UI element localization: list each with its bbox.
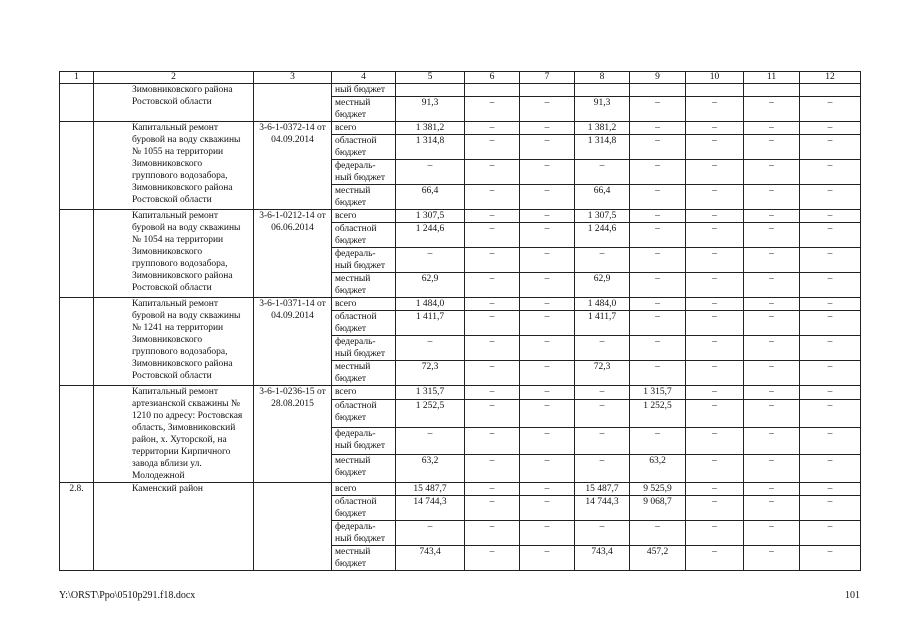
value-cell: –: [686, 483, 744, 496]
budget-type: всего: [332, 386, 396, 400]
value-cell: –: [686, 210, 744, 223]
value-cell: 72,3: [396, 361, 465, 386]
value-cell: –: [520, 122, 575, 135]
value-cell: 457,2: [630, 546, 686, 571]
object-code: [254, 483, 332, 571]
value-cell: –: [575, 336, 630, 361]
budget-type: местный бюджет: [332, 361, 396, 386]
value-cell: –: [465, 386, 520, 400]
value-cell: –: [520, 160, 575, 185]
header-cell: 3: [254, 72, 332, 84]
value-cell: –: [744, 546, 800, 571]
value-cell: –: [686, 400, 744, 428]
item-number: [60, 84, 94, 122]
value-cell: –: [800, 160, 861, 185]
value-cell: –: [630, 210, 686, 223]
value-cell: –: [686, 135, 744, 160]
value-cell: 1 411,7: [575, 311, 630, 336]
value-cell: –: [800, 546, 861, 571]
value-cell: [630, 84, 686, 97]
value-cell: –: [520, 223, 575, 248]
value-cell: –: [686, 273, 744, 298]
value-cell: [520, 84, 575, 97]
value-cell: –: [520, 483, 575, 496]
value-cell: –: [465, 248, 520, 273]
table-row: [60, 210, 861, 223]
value-cell: –: [686, 185, 744, 210]
value-cell: –: [465, 311, 520, 336]
item-number: 2.8.: [60, 483, 94, 571]
budget-type: областной бюджет: [332, 496, 396, 521]
value-cell: –: [744, 248, 800, 273]
value-cell: [575, 84, 630, 97]
value-cell: –: [686, 336, 744, 361]
value-cell: –: [520, 135, 575, 160]
budget-type: областной бюджет: [332, 400, 396, 428]
footer-page-number: 101: [845, 590, 860, 601]
value-cell: –: [686, 521, 744, 546]
value-cell: 1 314,8: [575, 135, 630, 160]
value-cell: –: [396, 160, 465, 185]
value-cell: –: [744, 496, 800, 521]
value-cell: –: [686, 248, 744, 273]
value-cell: –: [630, 248, 686, 273]
value-cell: –: [465, 223, 520, 248]
value-cell: 1 307,5: [575, 210, 630, 223]
value-cell: –: [465, 122, 520, 135]
header-cell: 12: [800, 72, 861, 84]
footer-file-path: Y:\ORST\Ppo\0510p291.f18.docx: [59, 590, 196, 601]
value-cell: –: [800, 455, 861, 483]
value-cell: 91,3: [575, 97, 630, 122]
value-cell: –: [686, 311, 744, 336]
value-cell: –: [465, 298, 520, 311]
item-number: [60, 210, 94, 298]
value-cell: –: [744, 97, 800, 122]
value-cell: 1 314,8: [396, 135, 465, 160]
value-cell: –: [800, 223, 861, 248]
value-cell: –: [744, 298, 800, 311]
object-code: 3-6-1-0212-14 от 06.06.2014: [254, 210, 332, 298]
value-cell: 62,9: [575, 273, 630, 298]
value-cell: 14 744,3: [575, 496, 630, 521]
object-name: Капитальный ремонт буровой на воду скважины № 1054 на территории Зимовниковского группового водозабора, Зимовниковского района Ростовской области: [94, 210, 254, 298]
value-cell: –: [630, 185, 686, 210]
budget-type: местный бюджет: [332, 546, 396, 571]
object-name: Капитальный ремонт буровой на воду скважины № 1241 на территории Зимовниковского группового водозабора, Зимовниковского района Ростовской области: [94, 298, 254, 386]
value-cell: –: [465, 400, 520, 428]
budget-table: [59, 71, 861, 571]
budget-type: всего: [332, 298, 396, 311]
budget-type: местный бюджет: [332, 455, 396, 483]
value-cell: [465, 84, 520, 97]
value-cell: –: [630, 160, 686, 185]
value-cell: –: [744, 135, 800, 160]
header-row: [60, 72, 861, 84]
budget-type: федераль-ный бюджет: [332, 336, 396, 361]
value-cell: –: [800, 521, 861, 546]
value-cell: –: [800, 210, 861, 223]
budget-type: федераль-ный бюджет: [332, 160, 396, 185]
value-cell: 9 068,7: [630, 496, 686, 521]
value-cell: –: [686, 122, 744, 135]
value-cell: 15 487,7: [575, 483, 630, 496]
value-cell: –: [800, 97, 861, 122]
budget-type: федераль-ный бюджет: [332, 427, 396, 455]
value-cell: 66,4: [575, 185, 630, 210]
value-cell: –: [465, 521, 520, 546]
value-cell: –: [744, 361, 800, 386]
value-cell: –: [630, 311, 686, 336]
value-cell: 63,2: [630, 455, 686, 483]
value-cell: –: [465, 455, 520, 483]
value-cell: 1 252,5: [396, 400, 465, 428]
value-cell: –: [686, 546, 744, 571]
value-cell: 743,4: [396, 546, 465, 571]
item-number: [60, 386, 94, 483]
value-cell: –: [744, 160, 800, 185]
value-cell: –: [630, 361, 686, 386]
budget-type: всего: [332, 483, 396, 496]
value-cell: –: [744, 185, 800, 210]
value-cell: –: [630, 427, 686, 455]
value-cell: –: [520, 273, 575, 298]
value-cell: –: [800, 496, 861, 521]
value-cell: –: [744, 427, 800, 455]
value-cell: 1 411,7: [396, 311, 465, 336]
value-cell: –: [800, 122, 861, 135]
value-cell: –: [465, 160, 520, 185]
value-cell: –: [465, 427, 520, 455]
value-cell: –: [465, 273, 520, 298]
value-cell: 1 315,7: [396, 386, 465, 400]
value-cell: –: [630, 122, 686, 135]
item-number: [60, 122, 94, 210]
table-row: [60, 122, 861, 135]
value-cell: –: [686, 361, 744, 386]
value-cell: –: [744, 336, 800, 361]
value-cell: –: [465, 546, 520, 571]
value-cell: –: [686, 496, 744, 521]
value-cell: –: [800, 386, 861, 400]
value-cell: –: [744, 273, 800, 298]
value-cell: –: [575, 248, 630, 273]
value-cell: –: [800, 298, 861, 311]
value-cell: –: [465, 210, 520, 223]
value-cell: [744, 84, 800, 97]
budget-type: всего: [332, 122, 396, 135]
value-cell: –: [575, 521, 630, 546]
value-cell: –: [465, 185, 520, 210]
value-cell: –: [630, 298, 686, 311]
table-row: [60, 483, 861, 496]
value-cell: 62,9: [396, 273, 465, 298]
budget-type: федераль-ный бюджет: [332, 248, 396, 273]
value-cell: –: [800, 336, 861, 361]
value-cell: 1 484,0: [396, 298, 465, 311]
value-cell: –: [520, 455, 575, 483]
value-cell: –: [465, 361, 520, 386]
value-cell: –: [465, 483, 520, 496]
budget-type: областной бюджет: [332, 223, 396, 248]
value-cell: [686, 84, 744, 97]
value-cell: –: [396, 336, 465, 361]
value-cell: –: [744, 521, 800, 546]
object-code: 3-6-1-0371-14 от 04.09.2014: [254, 298, 332, 386]
value-cell: –: [686, 298, 744, 311]
budget-type: местный бюджет: [332, 185, 396, 210]
value-cell: –: [575, 386, 630, 400]
value-cell: –: [744, 455, 800, 483]
value-cell: –: [744, 400, 800, 428]
value-cell: –: [800, 361, 861, 386]
value-cell: –: [396, 427, 465, 455]
value-cell: –: [686, 455, 744, 483]
value-cell: –: [520, 210, 575, 223]
value-cell: [396, 84, 465, 97]
value-cell: –: [520, 400, 575, 428]
value-cell: –: [575, 400, 630, 428]
value-cell: –: [744, 386, 800, 400]
value-cell: –: [630, 336, 686, 361]
value-cell: –: [800, 273, 861, 298]
value-cell: –: [520, 496, 575, 521]
value-cell: 743,4: [575, 546, 630, 571]
value-cell: –: [630, 135, 686, 160]
value-cell: –: [630, 273, 686, 298]
value-cell: 1 252,5: [630, 400, 686, 428]
value-cell: –: [575, 427, 630, 455]
value-cell: –: [800, 311, 861, 336]
value-cell: –: [744, 483, 800, 496]
header-cell: 2: [94, 72, 254, 84]
value-cell: –: [520, 427, 575, 455]
object-code: 3-6-1-0372-14 от 04.09.2014: [254, 122, 332, 210]
value-cell: 14 744,3: [396, 496, 465, 521]
value-cell: –: [630, 521, 686, 546]
header-cell: 9: [630, 72, 686, 84]
value-cell: –: [686, 97, 744, 122]
budget-type: областной бюджет: [332, 311, 396, 336]
value-cell: 1 381,2: [575, 122, 630, 135]
value-cell: –: [520, 248, 575, 273]
budget-type: федераль-ный бюджет: [332, 521, 396, 546]
value-cell: –: [396, 521, 465, 546]
value-cell: –: [520, 521, 575, 546]
object-name: Каменский район: [94, 483, 254, 571]
value-cell: –: [520, 386, 575, 400]
header-cell: 8: [575, 72, 630, 84]
object-name: Капитальный ремонт буровой на воду скважины № 1055 на территории Зимовниковского группового водозабора, Зимовниковского района Ростовской области: [94, 122, 254, 210]
value-cell: 63,2: [396, 455, 465, 483]
value-cell: –: [575, 160, 630, 185]
budget-type: местный бюджет: [332, 97, 396, 122]
value-cell: 1 244,6: [396, 223, 465, 248]
value-cell: [800, 84, 861, 97]
value-cell: –: [686, 160, 744, 185]
header-cell: 4: [332, 72, 396, 84]
header-cell: 6: [465, 72, 520, 84]
value-cell: 1 484,0: [575, 298, 630, 311]
value-cell: 1 244,6: [575, 223, 630, 248]
table-row: [60, 84, 861, 97]
value-cell: –: [630, 223, 686, 248]
value-cell: 91,3: [396, 97, 465, 122]
value-cell: –: [520, 185, 575, 210]
table-row: [60, 298, 861, 311]
value-cell: –: [744, 210, 800, 223]
value-cell: –: [520, 298, 575, 311]
object-name: Капитальный ремонт артезианской скважины № 1210 по адресу: Ростовская область, Зимовниковский район, х. Хуторской, на территории Кирпичного завода вблизи ул. Молодежной: [94, 386, 254, 483]
value-cell: –: [744, 122, 800, 135]
value-cell: 72,3: [575, 361, 630, 386]
value-cell: –: [800, 135, 861, 160]
value-cell: 1 381,2: [396, 122, 465, 135]
object-code: [254, 84, 332, 122]
value-cell: –: [744, 223, 800, 248]
value-cell: 15 487,7: [396, 483, 465, 496]
value-cell: 9 525,9: [630, 483, 686, 496]
header-cell: 7: [520, 72, 575, 84]
header-cell: 1: [60, 72, 94, 84]
object-name: Зимовниковского района Ростовской области: [94, 84, 254, 122]
value-cell: –: [686, 386, 744, 400]
value-cell: –: [686, 427, 744, 455]
value-cell: –: [520, 97, 575, 122]
value-cell: –: [800, 427, 861, 455]
value-cell: –: [520, 311, 575, 336]
object-code: 3-6-1-0236-15 от 28.08.2015: [254, 386, 332, 483]
value-cell: –: [520, 361, 575, 386]
value-cell: 66,4: [396, 185, 465, 210]
header-cell: 10: [686, 72, 744, 84]
table-row: [60, 386, 861, 400]
value-cell: 1 307,5: [396, 210, 465, 223]
value-cell: –: [800, 400, 861, 428]
header-cell: 11: [744, 72, 800, 84]
value-cell: –: [465, 496, 520, 521]
value-cell: –: [465, 135, 520, 160]
value-cell: –: [800, 185, 861, 210]
value-cell: –: [465, 97, 520, 122]
value-cell: –: [465, 336, 520, 361]
value-cell: –: [630, 97, 686, 122]
value-cell: –: [520, 336, 575, 361]
value-cell: –: [800, 483, 861, 496]
value-cell: –: [744, 311, 800, 336]
value-cell: –: [520, 546, 575, 571]
value-cell: –: [396, 248, 465, 273]
value-cell: –: [686, 223, 744, 248]
value-cell: 1 315,7: [630, 386, 686, 400]
budget-type: местный бюджет: [332, 273, 396, 298]
header-cell: 5: [396, 72, 465, 84]
budget-type: областной бюджет: [332, 135, 396, 160]
item-number: [60, 298, 94, 386]
value-cell: –: [575, 455, 630, 483]
value-cell: –: [800, 248, 861, 273]
budget-type: ный бюджет: [332, 84, 396, 97]
budget-type: всего: [332, 210, 396, 223]
